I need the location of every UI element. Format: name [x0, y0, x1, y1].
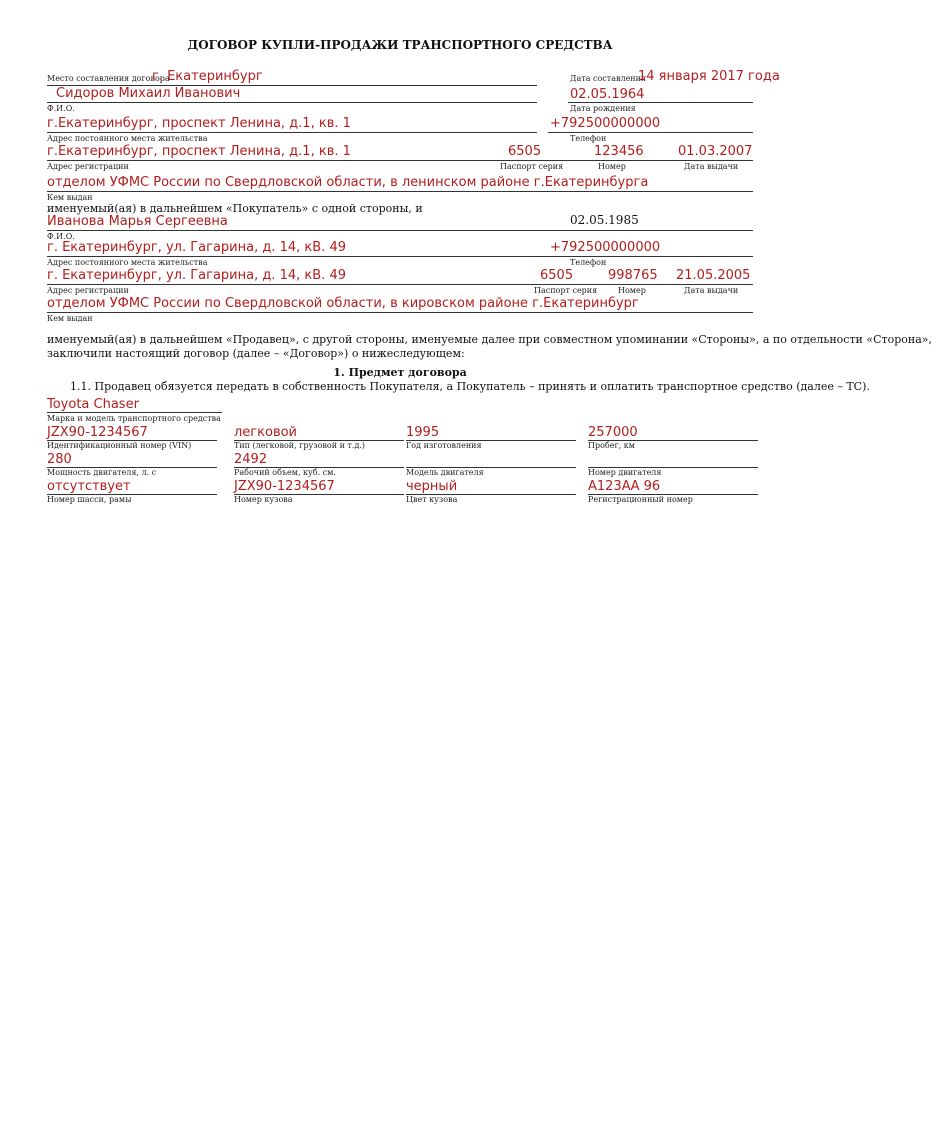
buyer-address: г.Екатеринбург, проспект Ленина, д.1, кв. 1 [47, 116, 351, 131]
vehicle-field-label: Номер шасси, рамы [47, 495, 132, 504]
date-label: Дата составления [570, 74, 647, 83]
vehicle-field-label: Регистрационный номер [588, 495, 693, 504]
buyer-registration: г.Екатеринбург, проспект Ленина, д.1, кв. 1 [47, 144, 351, 159]
buyer-fio: Сидоров Михаил Иванович [56, 86, 241, 101]
vehicle-field-value: 1995 [406, 425, 440, 440]
contract-page: ДОГОВОР КУПЛИ-ПРОДАЖИ ТРАНСПОРТНОГО СРЕДСТВА Место составления договора г. Екатеринбург Дата составления 14 января 2017 года Сидоров Михаил Иванович 02.05.1964 Ф.И.О. Дата рождения г.Екатеринбург, проспект Ленина, д.1, кв. 1 +792500000000 Адрес постоянного места жительства Телефон г.Екатеринбург, проспект Ленина, д.1, кв. 1 6505 123456 01.03.2007 Адрес регистрации Паспорт серия Номер Дата выдачи отделом УФМС России по Свердловской области, в ленинском районе г.Екатеринбурга Кем выдан именуемый(ая) в дальнейшем «Покупатель» с одной стороны, и Иванова Марья Сергеевна 02.05.1985 Ф.И.О. г. Екатеринбург, ул. Гагарина, д. 14, кВ. 49 +792500000000 Адрес постоянного места жительства Телефон г. Екатеринбург, ул. Гагарина, д. 14, кВ. 49 6505 998765 21.05.2005 Адрес регистрации Паспорт серия Номер Дата выдачи отделом УФМС России по Свердловской области, в кировском районе г.Екатеринбург Кем выдан именуемый(ая) в дальнейшем «Продавец», с другой стороны, именуемые далее при совместном упоминании «Стороны», а по отдельности «Сторона», заключили настоящий договор (далее – «Договор») о нижеследующем: 1. Предмет договора 1.1. Продавец обязуется передать в собственность Покупателя, а Покупатель – принять и оплатить транспортное средство (далее – ТС). Toyota Chaser Марка и модель транспортного средства JZX90-1234567 Идентификационный номер (VIN) легковой Тип (легковой, грузовой и т.д.) 1995 Год изготовления 257000 Пробег, км 280 Мощность двигателя, л. с 2492 Рабочий объем, куб. см. Модель двигателя Номер двигателя отсутствует Номер шасси, рамы JZX90-1234567 Номер кузова черный Цвет кузова А123АА 96 Регистрационный номер [0, 0, 800, 1131]
vehicle-field-label: Модель двигателя [406, 468, 484, 477]
seller-fio: Иванова Марья Сергеевна [47, 214, 228, 229]
buyer-issued-by: отделом УФМС России по Свердловской области, в ленинском районе г.Екатеринбурга [47, 175, 649, 190]
seller-issued-by: отделом УФМС России по Свердловской области, в кировском районе г.Екатеринбург [47, 296, 639, 311]
vehicle-model: Toyota Chaser [47, 397, 139, 412]
place-value: г. Екатеринбург [152, 69, 263, 84]
seller-passport-date: 21.05.2005 [676, 268, 751, 283]
vehicle-field-label: Номер двигателя [588, 468, 662, 477]
vehicle-field-label: Пробег, км [588, 441, 635, 450]
vehicle-field-value: А123АА 96 [588, 479, 661, 494]
clause-1-1: 1.1. Продавец обязуется передать в собственность Покупателя, а Покупатель – принять и оплатить транспортное средство (далее – ТС). [70, 380, 870, 393]
vehicle-field-value: отсутствует [47, 479, 131, 494]
document-title: ДОГОВОР КУПЛИ-ПРОДАЖИ ТРАНСПОРТНОГО СРЕДСТВА [187, 38, 613, 52]
vehicle-field-label: Мощность двигателя, л. с [47, 468, 157, 477]
vehicle-field-label: Цвет кузова [406, 495, 458, 504]
vehicle-field-value: 257000 [588, 425, 638, 440]
vehicle-field-value: 2492 [234, 452, 268, 467]
vehicle-field-value: JZX90-1234567 [234, 479, 335, 494]
vehicle-field-label: Рабочий объем, куб. см. [234, 468, 336, 477]
seller-passport-series: 6505 [540, 268, 574, 283]
vehicle-field-label: Номер кузова [234, 495, 293, 504]
buyer-birth: 02.05.1964 [570, 87, 645, 102]
buyer-passport-series: 6505 [508, 144, 542, 159]
vehicle-field-value: 280 [47, 452, 72, 467]
buyer-passport-number: 123456 [594, 144, 644, 159]
seller-phone: +792500000000 [550, 240, 661, 255]
vehicle-field-label: Идентификационный номер (VIN) [47, 441, 192, 450]
vehicle-field-label: Тип (легковой, грузовой и т.д.) [234, 441, 366, 450]
vehicle-field-value: черный [406, 479, 458, 494]
buyer-phone: +792500000000 [550, 116, 661, 131]
vehicle-field-label: Год изготовления [406, 441, 482, 450]
seller-birth: 02.05.1985 [570, 213, 639, 227]
section-1-title: 1. Предмет договора [333, 366, 467, 379]
buyer-role-text: именуемый(ая) в дальнейшем «Покупатель» с одной стороны, и [47, 202, 423, 215]
vehicle-field-value: JZX90-1234567 [47, 425, 148, 440]
seller-registration: г. Екатеринбург, ул. Гагарина, д. 14, кВ. 49 [47, 268, 346, 283]
date-value: 14 января 2017 года [638, 69, 780, 84]
parties-text-2: заключили настоящий договор (далее – «Договор») о нижеследующем: [47, 347, 465, 360]
seller-address: г. Екатеринбург, ул. Гагарина, д. 14, кВ. 49 [47, 240, 346, 255]
seller-passport-number: 998765 [608, 268, 658, 283]
place-label: Место составления договора [47, 74, 170, 83]
parties-text: именуемый(ая) в дальнейшем «Продавец», с другой стороны, именуемые далее при совместном упоминании «Стороны», а по отдельности «Сторона», [47, 333, 932, 346]
vehicle-field-value: легковой [234, 425, 298, 440]
buyer-passport-date: 01.03.2007 [678, 144, 753, 159]
